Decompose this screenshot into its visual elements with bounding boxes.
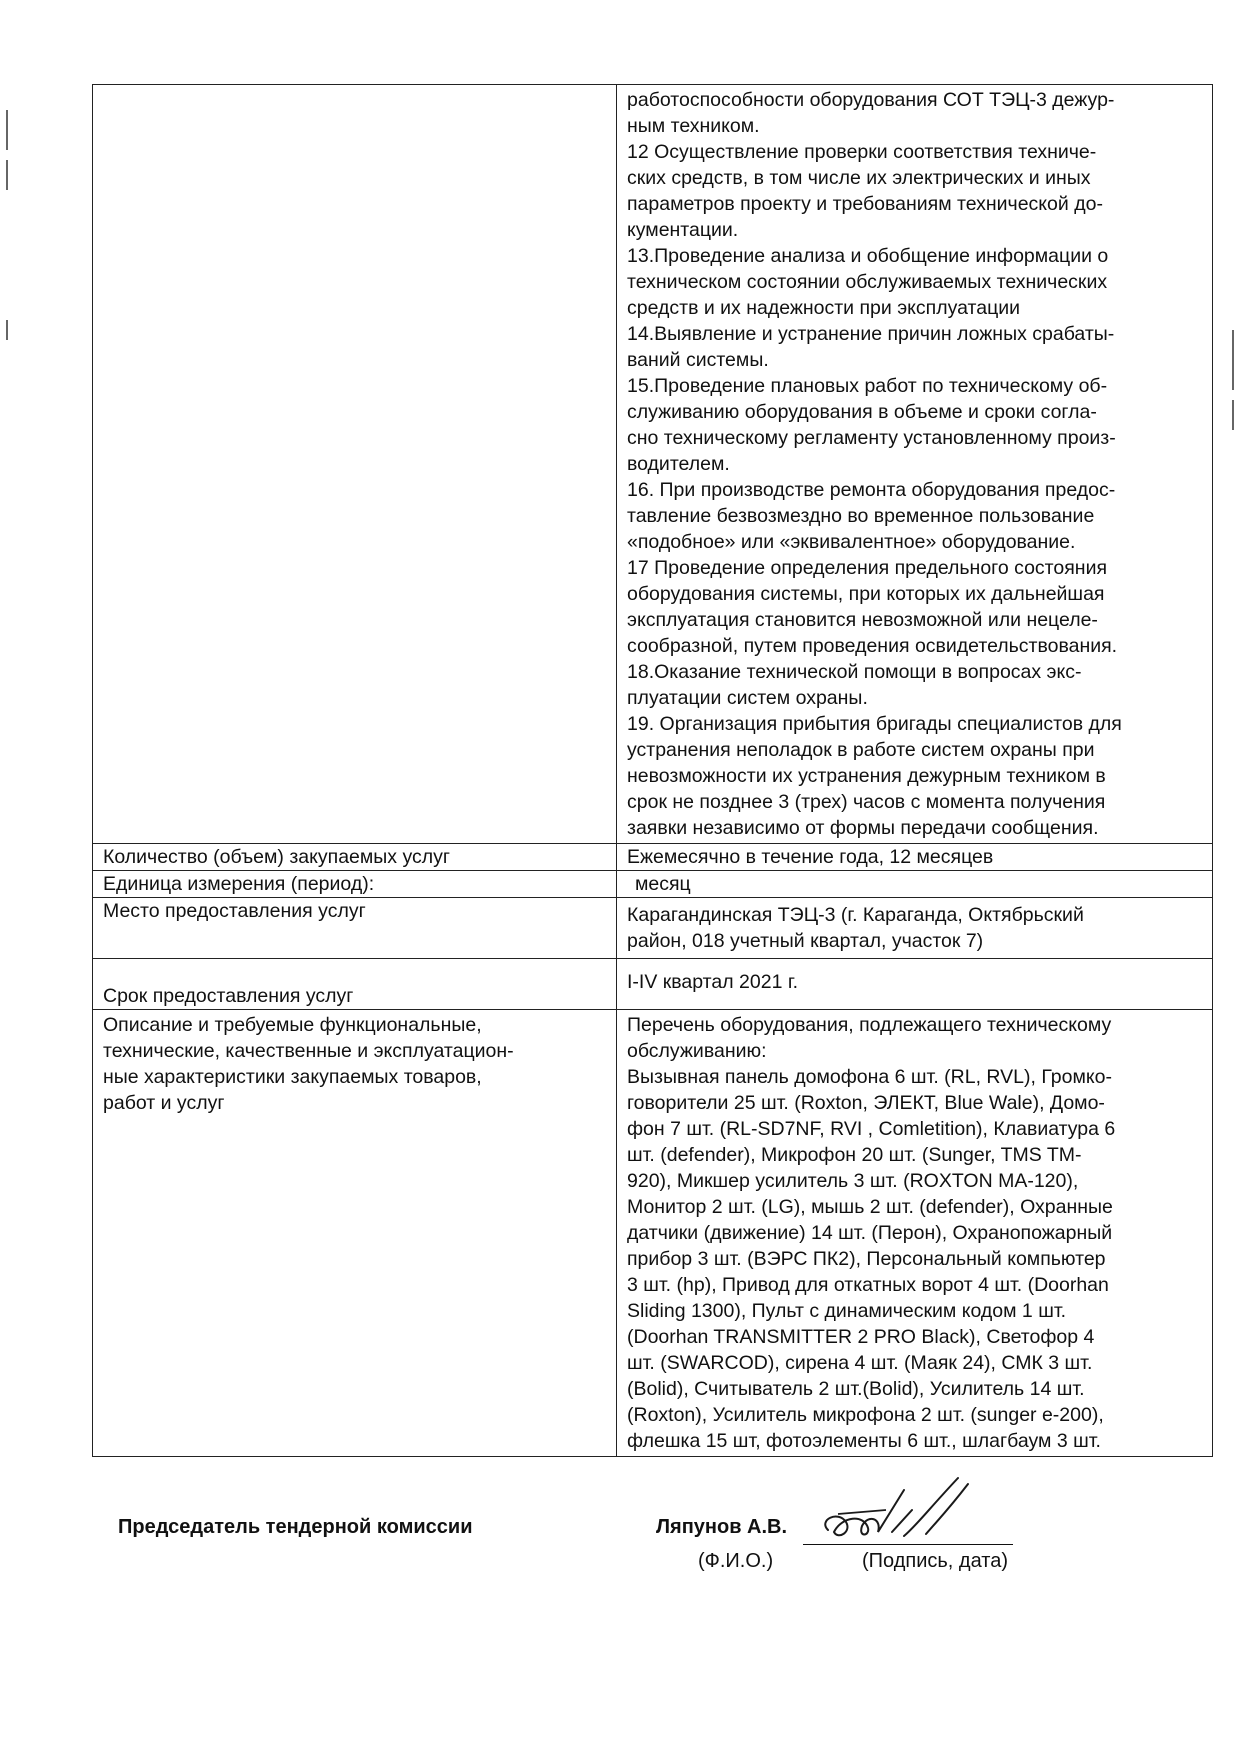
duties-line: 18.Оказание технической помощи в вопросах экс- [627,661,1082,683]
duties-line: невозможности их устранения дежурным техником в [627,765,1106,787]
scan-edge-mark-left [6,160,8,190]
duties-line: ских средств, в том числе их электрических и иных [627,167,1091,189]
duties-line: сообразной, путем проведения освидетельствования. [627,635,1118,657]
equipment-line: говорители 25 шт. (Roxton, ЭЛЕКТ, Blue Wale), Домо- [627,1092,1105,1114]
duties-line: 15.Проведение плановых работ по техническому об- [627,375,1108,397]
description-label-line: технические, качественные и эксплуатацион- [103,1040,514,1062]
table-row-description [93,1010,1213,1457]
duties-line: 19. Организация прибытия бригады специалистов для [627,713,1122,735]
duties-line: водителем. [627,453,730,475]
term-value-cell [617,959,1213,1010]
description-label-line: ные характеристики закупаемых товаров, [103,1066,482,1088]
duties-line: средств и их надежности при эксплуатации [627,297,1021,319]
equipment-line: шт. (SWARCOD), сирена 4 шт. (Маяк 24), СМК 3 шт. [627,1352,1093,1374]
equipment-line: обслуживанию: [627,1040,767,1062]
term-value: I-IV квартал 2021 г. [627,971,798,993]
duties-line: срок не позднее 3 (трех) часов с момента получения [627,791,1106,813]
equipment-line: датчики (движение) 14 шт. (Перон), Охранопожарный [627,1222,1113,1244]
unit-value [617,871,1213,898]
duties-value-cell [617,85,1213,844]
equipment-line: 3 шт. (hp), Привод для откатных ворот 4 шт. (Doorhan [627,1274,1109,1296]
description-label-line: Описание и требуемые функциональные, [103,1014,482,1036]
duties-line: служиванию оборудования в объеме и сроки согла- [627,401,1097,423]
duties-line: устранения неполадок в работе систем охраны при [627,739,1095,761]
duties-line: кументации. [627,219,739,241]
duties-line: 16. При производстве ремонта оборудования предос- [627,479,1116,501]
equipment-line: Вызывная панель домофона 6 шт. (RL, RVL), Громко- [627,1066,1112,1088]
equipment-line: прибор 3 шт. (ВЭРС ПК2), Персональный компьютер [627,1248,1106,1270]
duties-line: параметров проекту и требованиям технической до- [627,193,1103,215]
handwritten-signature [808,1470,1008,1560]
duties-line: оборудования системы, при которых их дальнейшая [627,583,1105,605]
equipment-line: шт. (defender), Микрофон 20 шт. (Sunger, TMS TM- [627,1144,1082,1166]
place-label: Место предоставления услуг [93,898,617,959]
equipment-line: фон 7 шт. (RL-SD7NF, RVI , Comletition), Клавиатура 6 [627,1118,1116,1140]
duties-label-cell [93,85,617,844]
duties-line: ваний системы. [627,349,769,371]
duties-line: 17 Проведение определения предельного состояния [627,557,1108,579]
duties-line: плуатации систем охраны. [627,687,868,709]
signature-block [0,1500,1240,1620]
duties-line: 13.Проведение анализа и обобщение информации о [627,245,1109,267]
specification-table [92,84,1213,1457]
equipment-line: (Roxton), Усилитель микрофона 2 шт. (sunger е-200), [627,1404,1104,1426]
table-row-duties [93,85,1213,844]
scan-edge-mark-right [1232,400,1234,430]
term-label: Срок предоставления услуг [103,985,354,1007]
signer-name: Ляпунов А.В. [656,1516,788,1538]
quantity-label: Количество (объем) закупаемых услуг [93,844,617,871]
table-row-quantity [93,844,1213,871]
equipment-line: Монитор 2 шт. (LG), мышь 2 шт. (defender), Охранные [627,1196,1113,1218]
duties-line: 14.Выявление и устранение причин ложных срабаты- [627,323,1115,345]
duties-line: работоспособности оборудования СОТ ТЭЦ-3 дежур- [627,89,1115,111]
description-label-line: работ и услуг [103,1092,225,1114]
scan-edge-mark-left [6,110,8,150]
equipment-line: (Doorhan TRANSMITTER 2 PRO Black), Светофор 4 [627,1326,1095,1348]
unit-value-text: месяц [635,873,691,895]
duties-line: 12 Осуществление проверки соответствия техниче- [627,141,1097,163]
duties-line: ным техником. [627,115,760,137]
equipment-line: Sliding 1300), Пульт с динамическим кодом 1 шт. [627,1300,1067,1322]
commission-chair-title: Председатель тендерной комиссии [118,1516,473,1538]
equipment-line: Перечень оборудования, подлежащего техническому [627,1014,1112,1036]
quantity-value: Ежемесячно в течение года, 12 месяцев [617,844,1213,871]
duties-line: тавление безвозмездно во временное пользование [627,505,1095,527]
table-row-unit [93,871,1213,898]
equipment-line: 920), Микшер усилитель 3 шт. (ROXTON MA-120), [627,1170,1079,1192]
signature-date-caption: (Подпись, дата) [862,1550,1008,1572]
table-row-place [93,898,1213,959]
equipment-line: флешка 15 шт, фотоэлементы 6 шт., шлагбаум 3 шт. [627,1430,1101,1452]
scan-edge-mark-left [6,320,8,340]
duties-line: эксплуатация становится невозможной или нецеле- [627,609,1098,631]
equipment-line: (Bolid), Считыватель 2 шт.(Bolid), Усилитель 14 шт. [627,1378,1085,1400]
term-label-cell [93,959,617,1010]
description-label [93,1010,617,1457]
duties-line: сно техническому регламенту установленному произ- [627,427,1116,449]
place-value [617,898,1213,959]
duties-line: техническом состоянии обслуживаемых технических [627,271,1108,293]
equipment-list [617,1010,1213,1457]
place-line: Карагандинская ТЭЦ-3 (г. Караганда, Октябрьский [627,904,1084,926]
place-line: район, 018 учетный квартал, участок 7) [627,930,984,952]
duties-line: заявки независимо от формы передачи сообщения. [627,817,1099,839]
table-row-term [93,959,1213,1010]
fio-caption: (Ф.И.О.) [698,1550,774,1572]
duties-line: «подобное» или «эквивалентное» оборудование. [627,531,1076,553]
unit-label: Единица измерения (период): [93,871,617,898]
scan-edge-mark-right [1232,330,1234,390]
